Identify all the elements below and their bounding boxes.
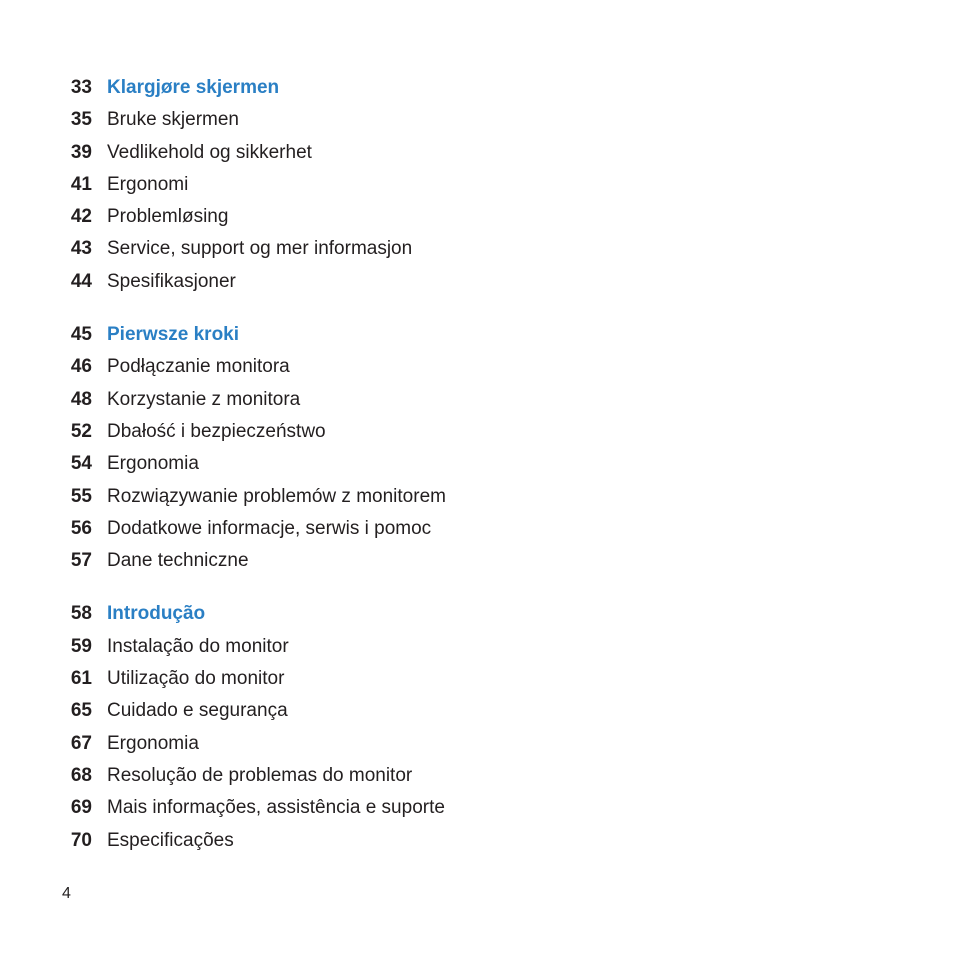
toc-page-number: 57 <box>70 550 92 572</box>
toc-entry[interactable] <box>50 760 650 792</box>
toc-page-number: 44 <box>70 270 92 292</box>
toc-entry[interactable] <box>50 792 650 824</box>
toc-entry-title: Spesifikasjoner <box>107 270 236 292</box>
toc-page-number: 59 <box>70 635 92 657</box>
toc-page-number: 67 <box>70 732 92 754</box>
table-of-contents <box>50 72 650 878</box>
toc-entry[interactable] <box>50 631 650 663</box>
toc-entry-title: Dodatkowe informacje, serwis i pomoc <box>107 517 432 539</box>
toc-entry[interactable] <box>50 695 650 727</box>
toc-section-norwegian <box>50 72 650 298</box>
toc-entry[interactable] <box>50 351 650 383</box>
toc-entry[interactable] <box>50 663 650 695</box>
toc-entry[interactable] <box>50 545 650 577</box>
toc-section-portuguese <box>50 598 650 856</box>
toc-heading-title: Klargjøre skjermen <box>107 77 280 98</box>
toc-heading[interactable] <box>50 319 650 351</box>
toc-entry[interactable] <box>50 201 650 233</box>
toc-page-number: 58 <box>70 603 92 625</box>
toc-entry-title: Cuidado e segurança <box>107 700 288 722</box>
toc-entry-title: Dane techniczne <box>107 550 249 572</box>
toc-entry-title: Podłączanie monitora <box>107 356 290 378</box>
toc-page-number: 46 <box>70 356 92 378</box>
toc-entry-title: Ergonomi <box>107 173 189 195</box>
toc-page-number: 69 <box>70 797 92 819</box>
toc-page-number: 56 <box>70 517 92 539</box>
toc-entry-title: Instalação do monitor <box>107 635 289 657</box>
toc-entry[interactable] <box>50 728 650 760</box>
toc-entry[interactable] <box>50 513 650 545</box>
toc-page-number: 41 <box>70 173 92 195</box>
toc-entry-title: Dbałość i bezpieczeństwo <box>107 420 326 442</box>
toc-entry-title: Service, support og mer informasjon <box>107 238 413 260</box>
toc-entry-title: Rozwiązywanie problemów z monitorem <box>107 485 446 507</box>
toc-entry[interactable] <box>50 104 650 136</box>
toc-heading[interactable] <box>50 72 650 104</box>
toc-page-number: 52 <box>70 420 92 442</box>
toc-entry-title: Resolução de problemas do monitor <box>107 764 413 786</box>
toc-heading[interactable] <box>50 598 650 630</box>
toc-entry[interactable] <box>50 416 650 448</box>
toc-page-number: 35 <box>70 109 92 131</box>
toc-entry-title: Ergonomia <box>107 453 199 475</box>
toc-page-number: 54 <box>70 453 92 475</box>
toc-entry-title: Ergonomia <box>107 732 199 754</box>
toc-entry-title: Mais informações, assistência e suporte <box>107 797 445 819</box>
toc-page-number: 43 <box>70 238 92 260</box>
toc-page-number: 68 <box>70 764 92 786</box>
toc-section-polish <box>50 319 650 577</box>
toc-page-number: 70 <box>70 829 92 851</box>
toc-heading-title: Introdução <box>107 603 206 625</box>
toc-entry-title: Bruke skjermen <box>107 109 239 131</box>
toc-page-number: 61 <box>70 668 92 690</box>
toc-entry-title: Vedlikehold og sikkerhet <box>107 141 312 163</box>
toc-entry[interactable] <box>50 169 650 201</box>
toc-entry[interactable] <box>50 481 650 513</box>
toc-entry-title: Korzystanie z monitora <box>107 388 301 410</box>
toc-page-number: 45 <box>70 324 92 346</box>
toc-page-number: 65 <box>70 700 92 722</box>
toc-entry[interactable] <box>50 825 650 857</box>
toc-entry-title: Utilização do monitor <box>107 668 285 690</box>
toc-entry[interactable] <box>50 233 650 265</box>
toc-page-number: 42 <box>70 206 92 228</box>
toc-heading-title: Pierwsze kroki <box>107 324 240 346</box>
toc-page-number: 55 <box>70 485 92 507</box>
footer-page-number: 4 <box>62 885 71 902</box>
toc-entry[interactable] <box>50 266 650 298</box>
toc-entry[interactable] <box>50 137 650 169</box>
toc-entry[interactable] <box>50 384 650 416</box>
toc-page-number: 48 <box>70 388 92 410</box>
toc-page-number: 33 <box>70 77 92 98</box>
toc-entry[interactable] <box>50 448 650 480</box>
toc-entry-title: Problemløsing <box>107 206 229 228</box>
toc-entry-title: Especificações <box>107 829 234 851</box>
toc-page-number: 39 <box>70 141 92 163</box>
